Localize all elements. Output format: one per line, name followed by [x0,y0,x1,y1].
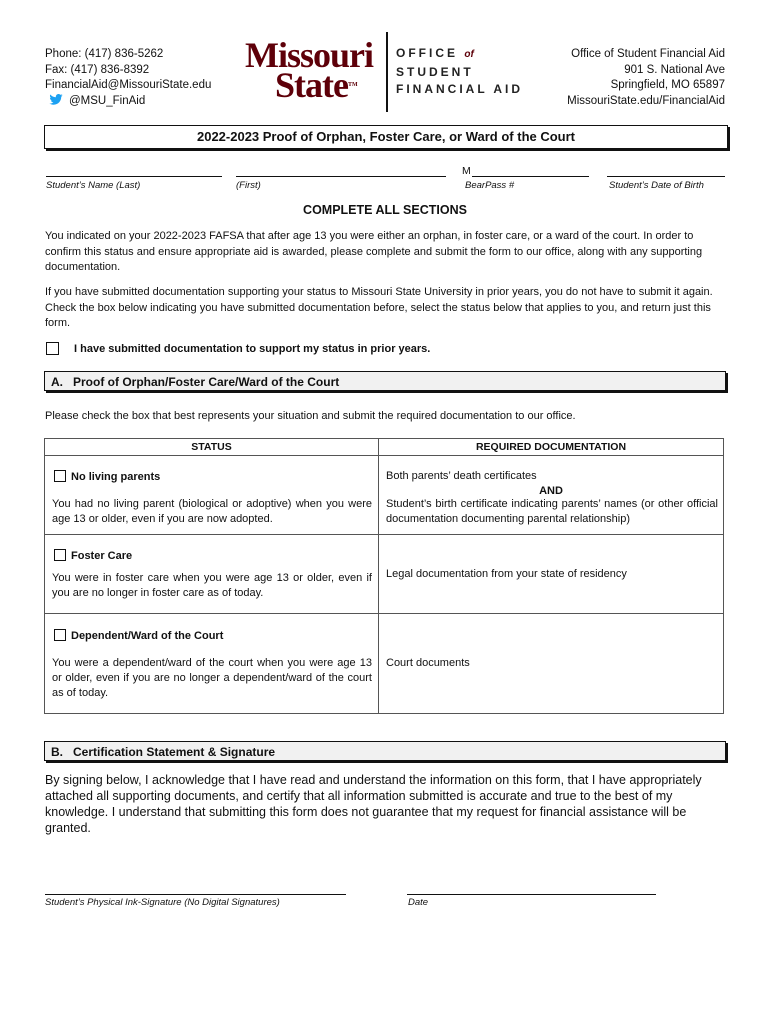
financial-aid-text: FINANCIAL AID [396,82,523,96]
row-divider [45,613,723,614]
first-name-label: (First) [236,180,261,191]
dob-field[interactable] [607,176,725,177]
address-line-1: Office of Student Financial Aid [571,48,725,60]
no-living-parents-checkbox[interactable] [54,470,66,482]
no-living-parents-label: No living parents [71,471,161,483]
signature-label: Student’s Physical Ink-Signature (No Digital Signatures) [45,897,280,908]
last-name-field[interactable] [46,176,222,177]
bearpass-prefix: M [462,165,471,177]
no-living-parents-doc-2: Student’s birth certificate indicating parents’ names (or other official documentation documenting parental relationship) [386,498,718,525]
logo-divider [386,32,388,112]
office-text: OFFICE [396,46,458,60]
no-living-parents-doc-and: AND [539,485,563,497]
foster-care-desc: You were in foster care when you were age 13 or older, even if you are no longer in foster care as of today. [52,572,372,599]
ward-of-court-doc: Court documents [386,657,470,669]
intro-paragraph-1: You indicated on your 2022-2023 FAFSA that after age 13 you were either an orphan, in foster care, or a ward of the court. In order to confirm this status and ensure appropriate aid is awarded, please complete and submit the form to our office, along with any supporting documentation. [45,230,703,273]
ward-of-court-desc: You were a dependent/ward of the court when you were age 13 or older, even if you are no longer a dependent/ward of the court as of today. [52,657,372,699]
website-link[interactable]: MissouriState.edu/FinancialAid [567,94,725,107]
first-name-field[interactable] [236,176,446,177]
status-table [44,438,724,714]
logo-state-text: State [275,65,348,105]
no-living-parents-doc-1: Both parents’ death certificates [386,470,537,482]
fax-text: Fax: (417) 836-8392 [45,63,150,76]
table-column-divider [378,439,379,713]
ward-of-court-option[interactable] [54,629,223,642]
student-text: STUDENT [396,64,474,79]
date-field[interactable] [407,894,656,895]
signature-field[interactable] [45,894,346,895]
no-living-parents-desc: You had no living parent (biological or adoptive) when you were age 13 or older, even if you are now adopted. [52,498,372,525]
docs-column-header: REQUIRED DOCUMENTATION [379,439,723,456]
status-column-header: STATUS [45,439,378,456]
office-address [567,47,725,109]
prior-docs-checkbox[interactable] [46,342,59,360]
missouri-state-logo [245,35,380,105]
twitter-icon [49,94,63,105]
address-line-2: 901 S. National Ave [624,63,725,76]
prior-docs-label: I have submitted documentation to support my status in prior years. [74,343,431,355]
logo-tm-mark: TM [347,82,358,88]
intro-paragraph-2: If you have submitted documentation supporting your status to Missouri State University in prior years, you do not have to submit it again. Check the box below indicating you have submitted documentation before, select the status below that applies to you, and return just this form. [45,286,713,329]
ward-of-court-label: Dependent/Ward of the Court [71,630,224,642]
office-line [396,45,523,64]
dob-label: Student’s Date of Birth [609,180,704,191]
section-a-heading: A. Proof of Orphan/Foster Care/Ward of the Court [44,371,726,391]
section-b-heading: B. Certification Statement & Signature [44,741,726,761]
logo-missouri-text: Missouri [245,35,374,75]
form-title: 2022-2023 Proof of Orphan, Foster Care, or Ward of the Court [44,125,728,149]
twitter-handle[interactable] [45,94,211,110]
office-of-text: of [464,49,474,60]
phone-text: Phone: (417) 836-5262 [45,48,164,60]
date-label: Date [408,897,429,908]
certification-statement: By signing below, I acknowledge that I have read and understand the information on this form, that I have appropriately attached all supporting documents, and certify that all information submitted is accurate and true to the best of my knowledge. I understand that submitting this form does not guarantee that my request for financial assistance will be granted. [45,773,702,835]
bearpass-field[interactable] [472,176,589,177]
address-line-3: Springfield, MO 65897 [610,79,725,91]
email-link[interactable]: FinancialAid@MissouriState.edu [45,79,212,91]
section-a-instruction: Please check the box that best represents your situation and submit the required documentation to our office. [45,410,576,422]
twitter-text: @MSU_FinAid [69,94,146,107]
office-wordmark [396,45,523,99]
row-divider [45,534,723,535]
last-name-label: Student’s Name (Last) [46,180,141,191]
foster-care-doc: Legal documentation from your state of residency [386,568,627,580]
complete-all-heading: COMPLETE ALL SECTIONS [303,203,467,217]
foster-care-checkbox[interactable] [54,549,66,561]
foster-care-option[interactable] [54,549,132,562]
ward-of-court-checkbox[interactable] [54,629,66,641]
bearpass-label: BearPass # [465,180,515,191]
no-living-parents-option[interactable] [54,470,160,483]
contact-info [45,47,211,109]
foster-care-label: Foster Care [71,550,133,562]
